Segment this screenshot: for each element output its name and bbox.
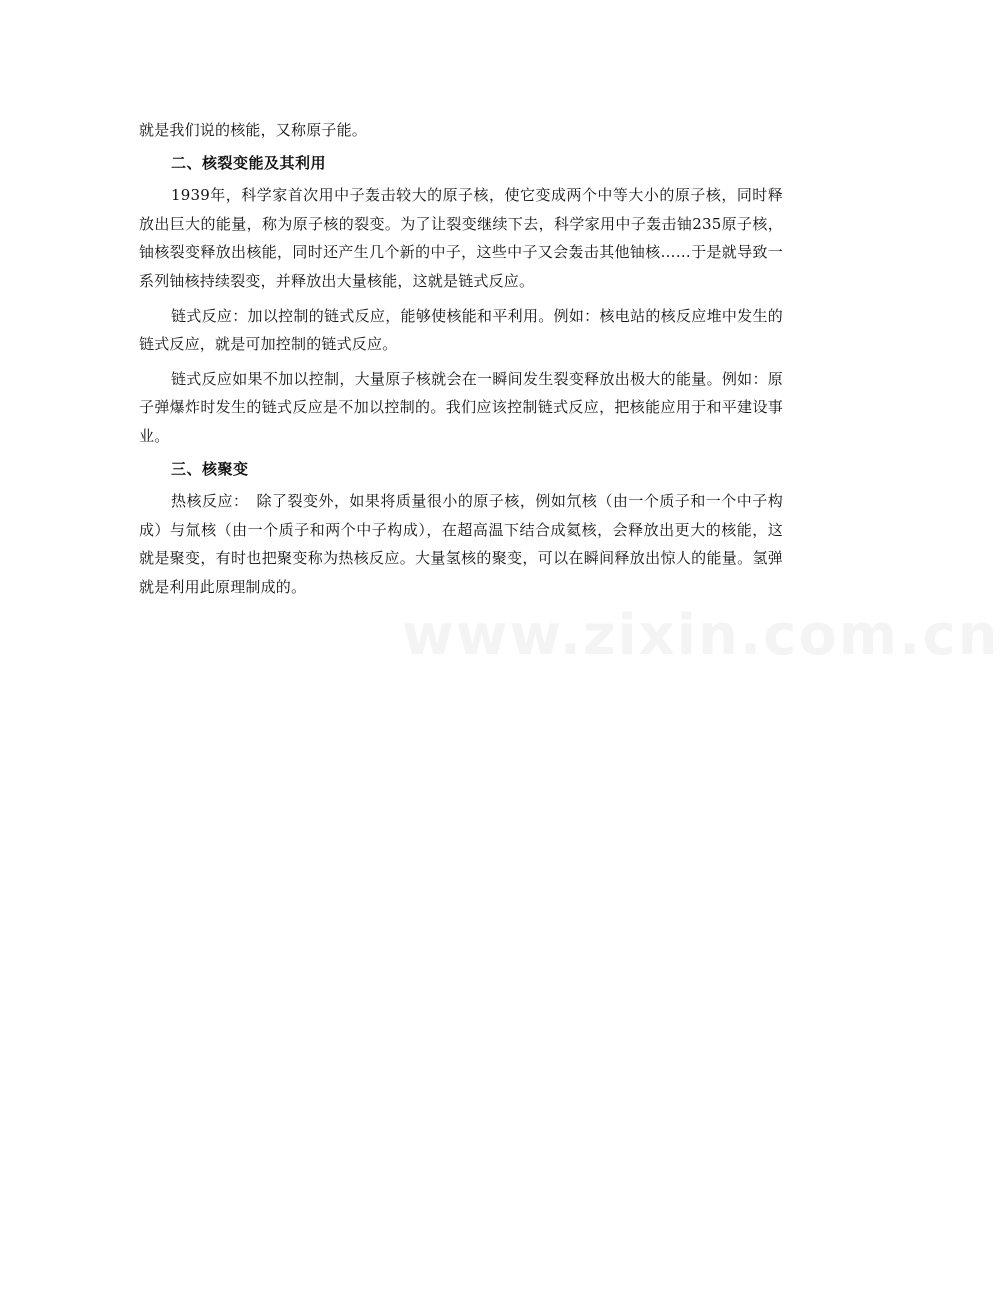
paragraph-fusion: 热核反应： 除了裂变外，如果将质量很小的原子核，例如氘核（由一个质子和一个中子构成）与氚核（由一个质子和两个中子构成），在超高温下结合成氦核，会释放出更大的核能，这就是聚变，有时也把聚变称为热核反应。大量氢核的聚变，可以在瞬间释放出惊人的能量。氢弹就是利用此原理制成的。 bbox=[139, 492, 783, 596]
paragraph-continuation: 就是我们说的核能，又称原子能。 bbox=[139, 121, 368, 139]
document-body bbox=[139, 116, 783, 602]
paragraph-uncontrolled-chain-reaction: 链式反应如果不加以控制，大量原子核就会在一瞬间发生裂变释放出极大的能量。例如：原子弹爆炸时发生的链式反应是不加以控制的。我们应该控制链式反应，把核能应用于和平建设事业。 bbox=[139, 369, 783, 445]
section-heading-fission: 二、核裂变能及其利用 bbox=[171, 153, 327, 172]
watermark-text: www.zixin.com.cn bbox=[402, 603, 1000, 668]
section-heading-fusion: 三、核聚变 bbox=[171, 459, 249, 478]
paragraph-controlled-chain-reaction: 链式反应：加以控制的链式反应，能够使核能和平利用。例如：核电站的核反应堆中发生的链式反应，就是可加控制的链式反应。 bbox=[139, 306, 783, 354]
paragraph-fission-history: 1939年，科学家首次用中子轰击较大的原子核，使它变成两个中等大小的原子核，同时释放出巨大的能量，称为原子核的裂变。为了让裂变继续下去，科学家用中子轰击铀235原子核，铀核裂变释放出核能，同时还产生几个新的中子，这些中子又会轰击其他铀核……于是就导致一系列铀核持续裂变，并释放出大量核能，这就是链式反应。 bbox=[139, 186, 783, 290]
